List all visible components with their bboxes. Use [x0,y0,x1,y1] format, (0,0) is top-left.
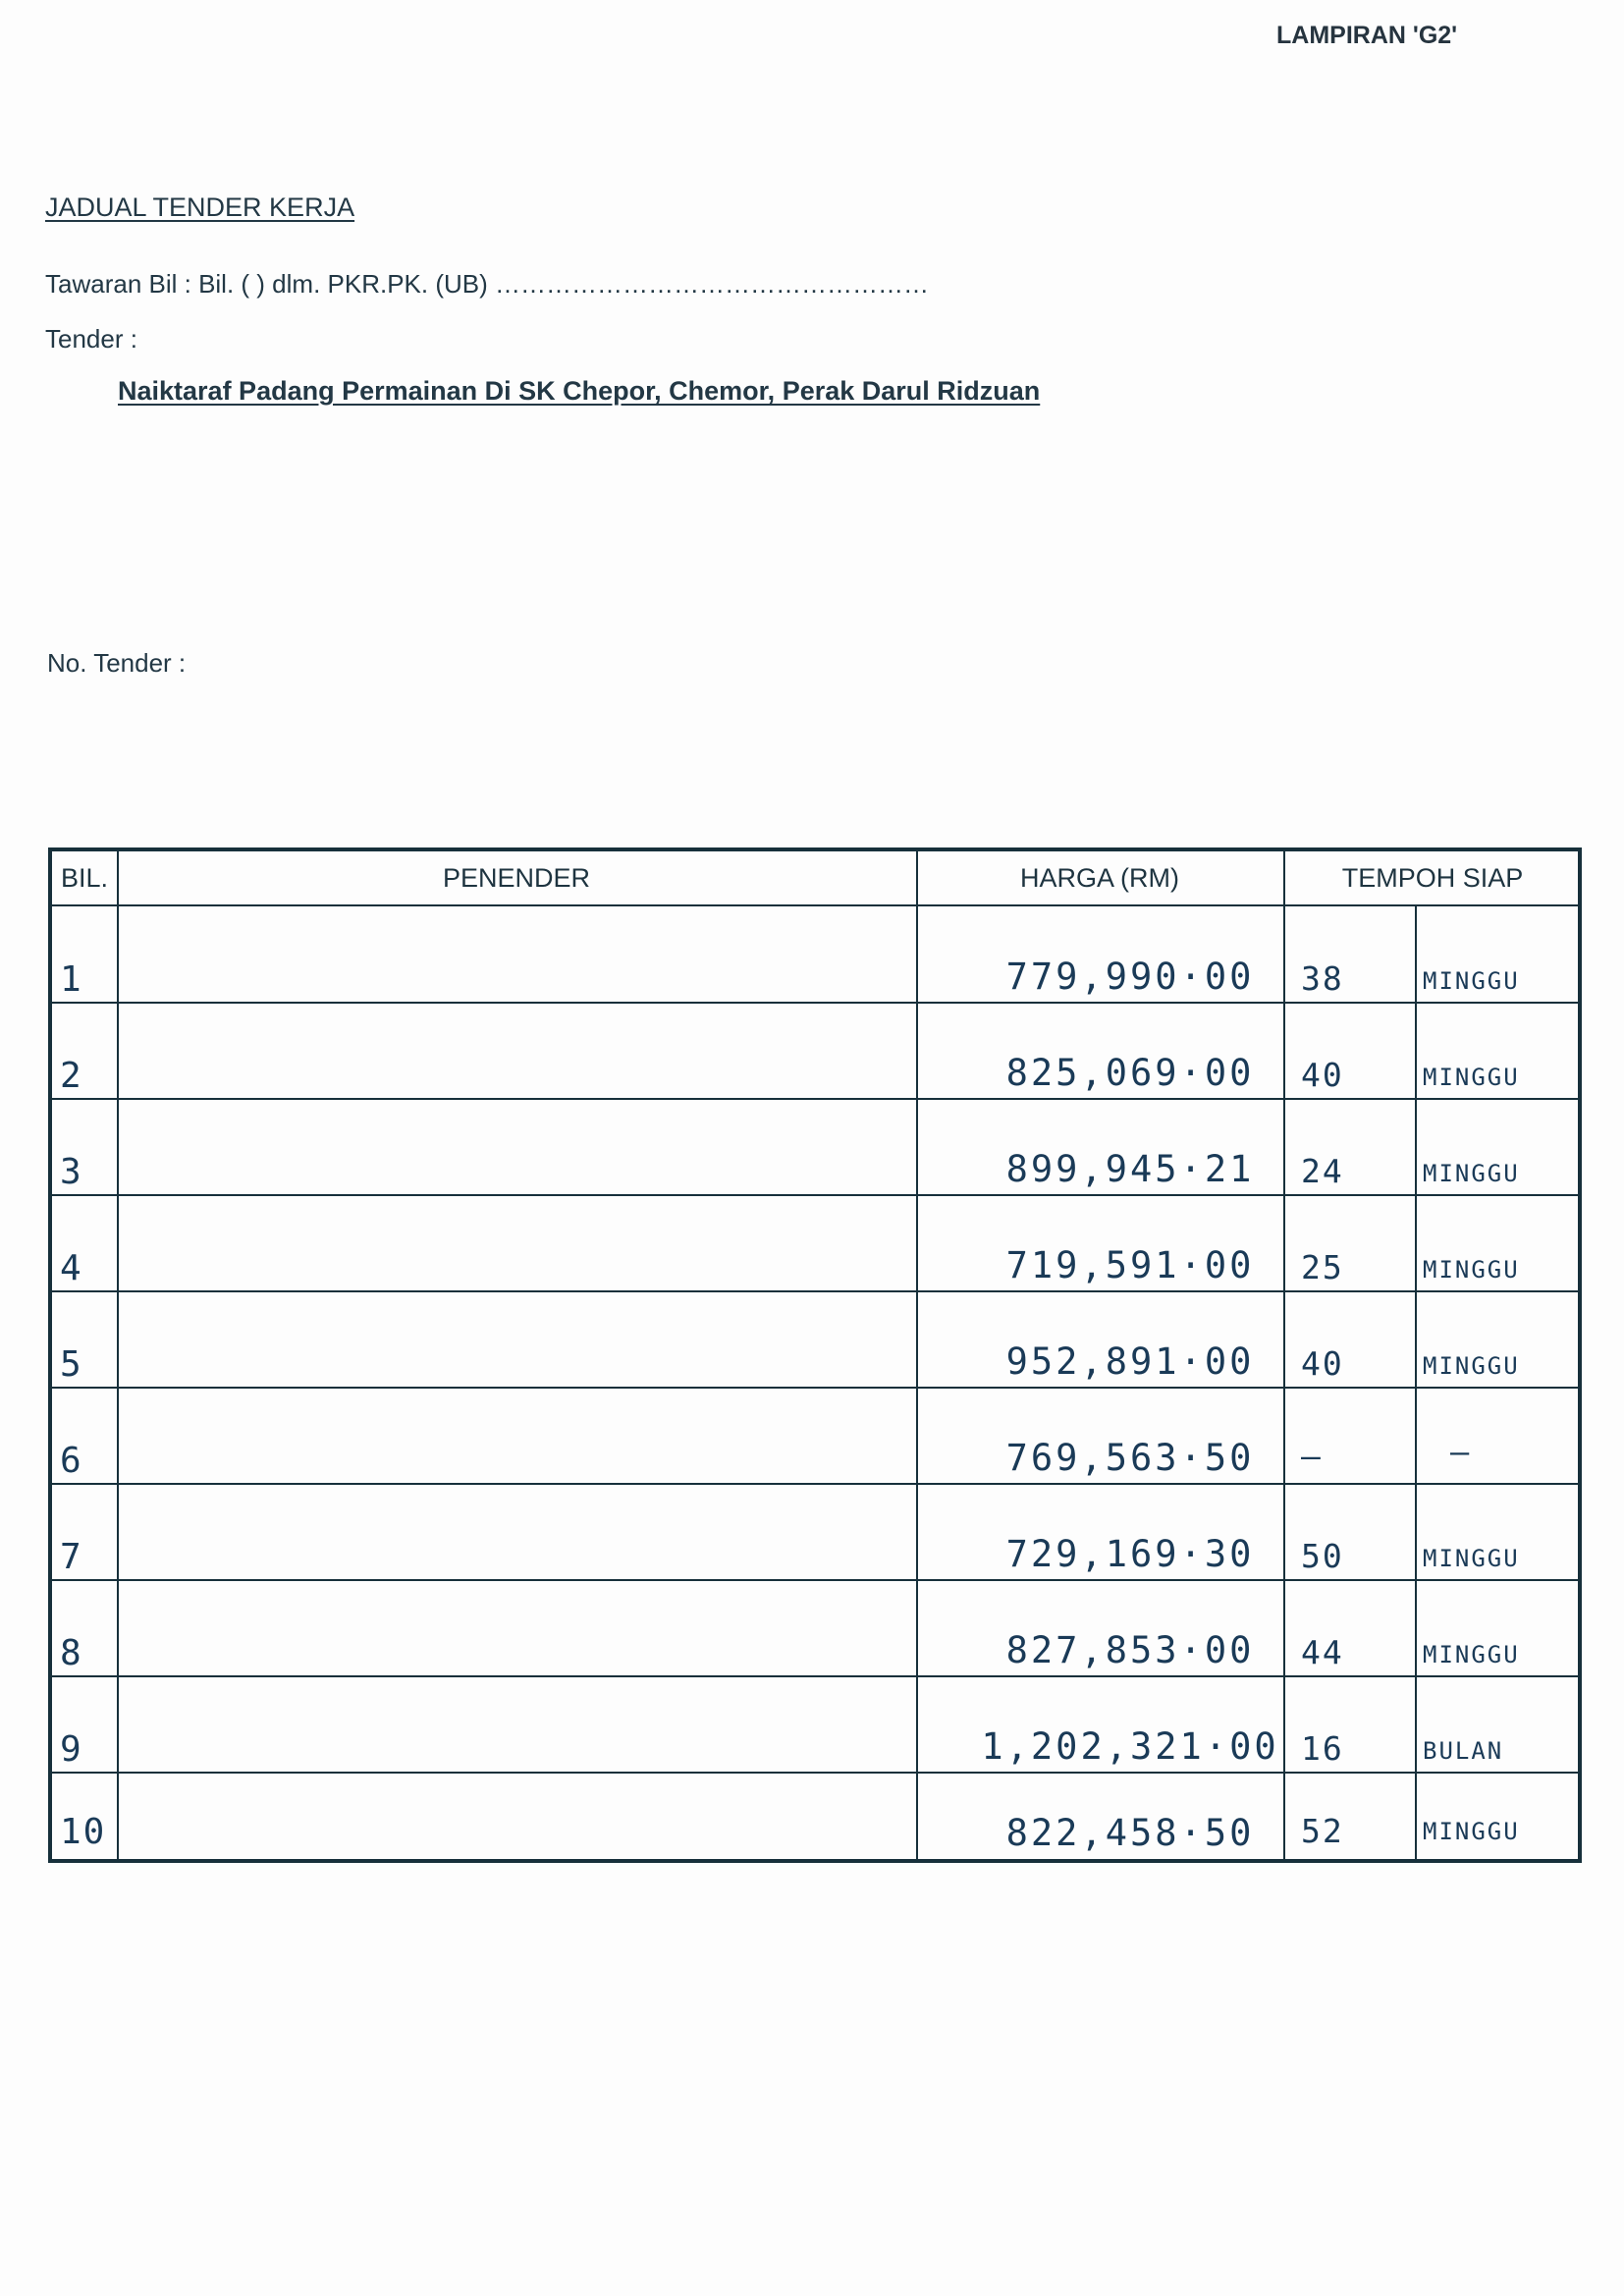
duration-unit: MINGGU [1423,1545,1520,1572]
row-divider [52,1483,1578,1485]
duration-value: 40 [1301,1056,1344,1094]
row-divider [52,1772,1578,1774]
row-number: 8 [60,1633,83,1673]
row-number: 3 [60,1152,83,1192]
column-divider [1415,904,1417,1859]
row-number: 5 [60,1344,83,1385]
duration-unit: – [1450,1433,1472,1470]
tender-label: Tender : [45,324,137,354]
duration-unit: MINGGU [1423,1641,1520,1668]
tender-table [48,847,1582,1863]
column-header-bil: BIL. [60,862,109,893]
duration-value: 50 [1301,1537,1344,1575]
duration-unit: MINGGU [1423,1256,1520,1284]
duration-value: 52 [1301,1812,1344,1850]
duration-unit: MINGGU [1423,1064,1520,1091]
duration-value: 40 [1301,1344,1344,1383]
row-divider [52,1387,1578,1389]
duration-value: 38 [1301,959,1344,998]
price-value: 899,945·21 [1005,1148,1255,1190]
row-divider [52,1290,1578,1292]
row-number: 9 [60,1729,83,1770]
row-divider [52,1579,1578,1581]
price-value: 827,853·00 [1005,1629,1255,1671]
page-title: JADUAL TENDER KERJA [45,192,355,222]
row-divider [52,1675,1578,1677]
duration-value: 44 [1301,1633,1344,1671]
duration-unit: MINGGU [1423,1160,1520,1187]
tender-number-label: No. Tender : [47,648,187,678]
price-value: 825,069·00 [1005,1052,1255,1094]
row-number: 6 [60,1441,83,1481]
price-value: 1,202,321·00 [981,1725,1279,1768]
duration-unit: MINGGU [1423,1818,1520,1845]
duration-value: – [1301,1437,1323,1475]
row-number: 4 [60,1248,83,1288]
row-divider [52,1002,1578,1004]
price-value: 952,891·00 [1005,1340,1255,1383]
row-number: 10 [60,1812,107,1852]
column-header-harga: HARGA (RM) [1020,862,1179,893]
tawaran-reference: Tawaran Bil : Bil. ( ) dlm. PKR.PK. (UB) …………………………………………… [45,269,929,299]
row-divider [52,1098,1578,1100]
column-header-tempoh-siap: TEMPOH SIAP [1341,862,1524,893]
duration-value: 24 [1301,1152,1344,1190]
row-number: 7 [60,1537,83,1577]
appendix-label: LAMPIRAN 'G2' [1276,22,1458,49]
duration-unit: BULAN [1423,1737,1504,1765]
column-header-penender: PENENDER [442,862,591,893]
duration-unit: MINGGU [1423,1352,1520,1380]
row-divider [52,1194,1578,1196]
duration-value: 16 [1301,1729,1344,1768]
row-divider [52,904,1578,906]
duration-unit: MINGGU [1423,967,1520,995]
price-value: 719,591·00 [1005,1244,1255,1286]
price-value: 729,169·30 [1005,1533,1255,1575]
price-value: 779,990·00 [1005,956,1255,998]
price-value: 769,563·50 [1005,1437,1255,1479]
price-value: 822,458·50 [1005,1812,1255,1854]
row-number: 1 [60,959,83,1000]
duration-value: 25 [1301,1248,1344,1286]
project-title: Naiktaraf Padang Permainan Di SK Chepor, Chemor, Perak Darul Ridzuan [118,376,1041,406]
row-number: 2 [60,1056,83,1096]
